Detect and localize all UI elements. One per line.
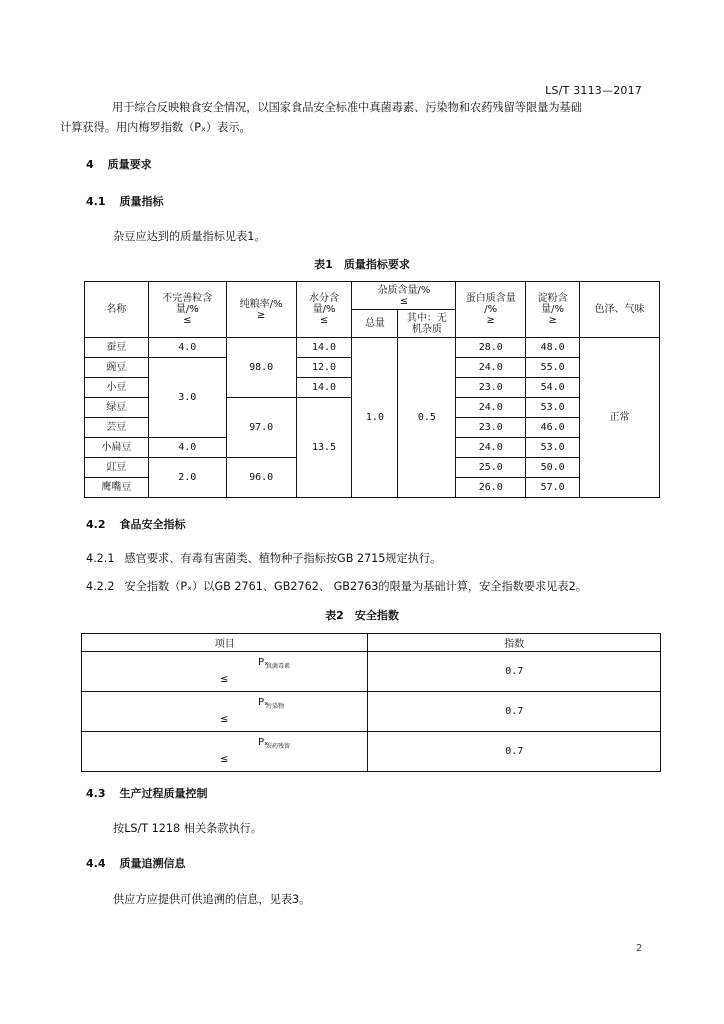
cell-starch: 50.0 (526, 458, 580, 478)
section-4-1-heading: 4.1 质量指标 (86, 195, 164, 208)
th-purity: 纯粮率/% ≥ (226, 282, 296, 338)
intro-paragraph: 用于综合反映粮食安全情况，以国家食品安全标准中真菌毒素、污染物和农药残留等限量为基础 计算获得。用内梅罗指数（Pₓ）表示。 (60, 101, 582, 134)
cell-impurity-total: 1.0 (352, 338, 398, 498)
table2-caption: 表2 安全指数 (325, 609, 399, 622)
th-color: 色泽、气味 (580, 282, 660, 338)
cell-imperfect: 4.0 (148, 438, 226, 458)
th-starch: 淀粉含 量/% ≥ (526, 282, 580, 338)
section-4-heading: 4 质量要求 (86, 158, 152, 171)
th-name: 名称 (85, 282, 149, 338)
section-4-2-1: 4.2.1 感官要求、有毒有害菌类、植物种子指标按GB 2715规定执行。 (86, 552, 442, 565)
section-4-1-body: 杂豆应达到的质量指标见表1。 (113, 230, 266, 243)
cell-starch: 54.0 (526, 378, 580, 398)
cell-imperfect: 3.0 (148, 358, 226, 438)
th-imperfect: 不完善粒含 量/% ≤ (148, 282, 226, 338)
th-protein: 蛋白质含量 /% ≥ (456, 282, 526, 338)
safety-row-value: 0.7 (368, 692, 661, 732)
cell-starch: 53.0 (526, 398, 580, 418)
cell-starch: 55.0 (526, 358, 580, 378)
cell-name: 鹰嘴豆 (85, 478, 149, 498)
section-4-2-heading: 4.2 食品安全指标 (86, 518, 186, 531)
cell-imperfect: 4.0 (148, 338, 226, 358)
safety-table (81, 633, 661, 772)
cell-purity: 97.0 (226, 398, 296, 458)
cell-protein: 26.0 (456, 478, 526, 498)
section-4-3-heading: 4.3 生产过程质量控制 (86, 787, 208, 800)
quality-table (84, 281, 660, 498)
safety-row-value: 0.7 (368, 652, 661, 692)
cell-starch: 57.0 (526, 478, 580, 498)
cell-name: 小豆 (85, 378, 149, 398)
cell-purity: 98.0 (226, 338, 296, 398)
cell-protein: 25.0 (456, 458, 526, 478)
cell-name: 蚕豆 (85, 338, 149, 358)
section-4-4-heading: 4.4 质量追溯信息 (86, 857, 186, 870)
th-index: 指数 (368, 634, 661, 652)
cell-name: 绿豆 (85, 398, 149, 418)
cell-impurity-inorganic: 0.5 (398, 338, 456, 498)
cell-protein: 24.0 (456, 398, 526, 418)
cell-color: 正常 (580, 338, 660, 498)
cell-protein: 28.0 (456, 338, 526, 358)
cell-protein: 24.0 (456, 358, 526, 378)
cell-imperfect: 2.0 (148, 458, 226, 498)
table1-caption: 表1 质量指标要求 (314, 258, 410, 271)
cell-purity: 96.0 (226, 458, 296, 498)
standard-number: LS/T 3113—2017 (545, 84, 642, 97)
safety-row-value: 0.7 (368, 732, 661, 772)
page-number: 2 (636, 943, 643, 954)
cell-moisture: 13.5 (296, 398, 352, 498)
section-4-3-body: 按LS/T 1218 相关条款执行。 (113, 822, 263, 835)
cell-protein: 23.0 (456, 378, 526, 398)
cell-name: 小扁豆 (85, 438, 149, 458)
cell-starch: 48.0 (526, 338, 580, 358)
cell-starch: 53.0 (526, 438, 580, 458)
cell-name: 芸豆 (85, 418, 149, 438)
safety-row-item: Pₓ 农药残留 ≤ (82, 732, 368, 772)
safety-row-item: Pₓ 真菌毒素 ≤ (82, 652, 368, 692)
cell-moisture: 14.0 (296, 378, 352, 398)
th-impurity-inorganic: 其中：无 机杂质 (398, 310, 456, 338)
cell-protein: 24.0 (456, 438, 526, 458)
th-impurity-total: 总量 (352, 310, 398, 338)
safety-row-item: Pₓ 污染物 ≤ (82, 692, 368, 732)
th-moisture: 水分含 量/% ≤ (296, 282, 352, 338)
cell-name: 豌豆 (85, 358, 149, 378)
cell-protein: 23.0 (456, 418, 526, 438)
cell-starch: 46.0 (526, 418, 580, 438)
cell-moisture: 14.0 (296, 338, 352, 358)
cell-name: 豇豆 (85, 458, 149, 478)
section-4-4-body: 供应方应提供可供追溯的信息，见表3。 (113, 893, 311, 906)
cell-moisture: 12.0 (296, 358, 352, 378)
section-4-2-2: 4.2.2 安全指数（Pₓ）以GB 2761、GB2762、 GB2763的限量为基础计算，安全指数要求见表2。 (86, 580, 587, 593)
th-impurity: 杂质含量/% ≤ (352, 282, 456, 310)
th-item: 项目 (82, 634, 368, 652)
